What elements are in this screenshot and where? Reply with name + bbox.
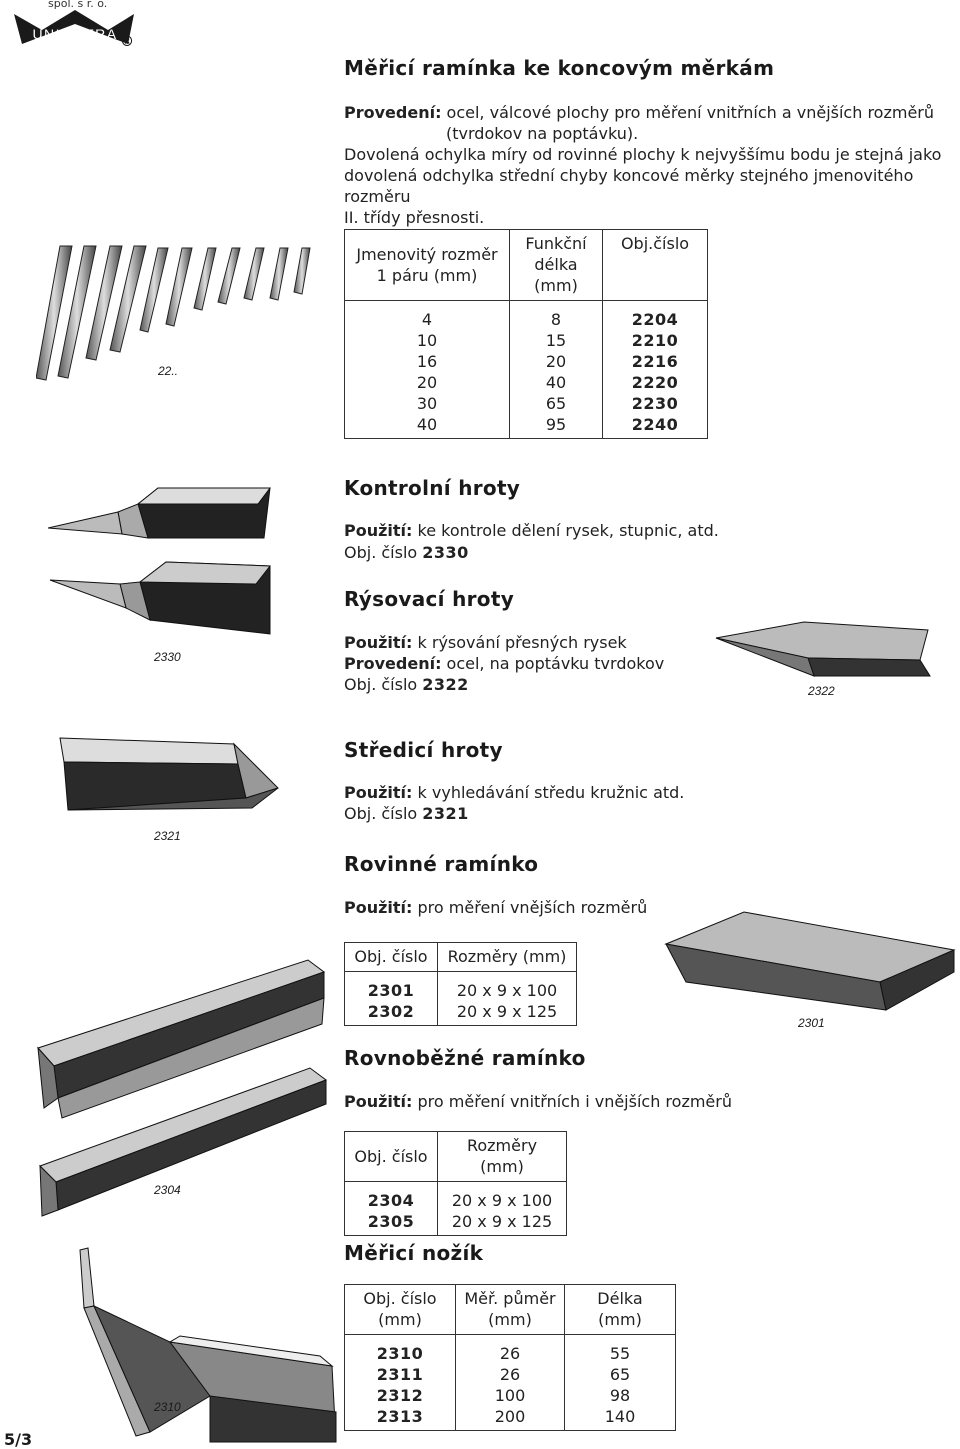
cell: 2204 bbox=[603, 301, 708, 331]
cell: 20 x 9 x 100 bbox=[438, 1182, 567, 1212]
cell: 2310 bbox=[345, 1335, 456, 1365]
th-order-no: Obj. číslo bbox=[363, 1289, 437, 1308]
cell: 20 x 9 x 125 bbox=[438, 1001, 577, 1026]
s3-usage bbox=[344, 632, 664, 695]
measuring-arms-image bbox=[36, 240, 321, 385]
th-order-no: Obj. číslo bbox=[345, 943, 438, 972]
registered-mark: ® bbox=[120, 34, 134, 50]
obj-label: Obj. číslo bbox=[344, 675, 418, 694]
cell: 2302 bbox=[345, 1001, 438, 1026]
th-dimensions: Rozměry (mm) bbox=[438, 943, 577, 972]
s5-usage bbox=[344, 897, 647, 918]
cell: 65 bbox=[510, 393, 603, 414]
s6-usage-text: pro měření vnitřních i vnějších rozměrů bbox=[412, 1092, 732, 1111]
logo-text: UNIMETRA bbox=[32, 26, 118, 42]
cell: 2304 bbox=[345, 1182, 438, 1212]
cell: 10 bbox=[345, 330, 510, 351]
image-caption-2322: 2322 bbox=[808, 684, 835, 698]
s3-usage-text: k rýsování přesných rysek bbox=[412, 633, 627, 652]
pouziti-label: Použití: bbox=[344, 783, 413, 802]
th-functional-unit: délka (mm) bbox=[534, 255, 578, 295]
provedeni-text: ocel, válcové plochy pro měření vnitřních a vnějších rozměrů bbox=[441, 103, 935, 122]
s4-usage-text: k vyhledávání středu kružnic atd. bbox=[412, 783, 685, 802]
measuring-knife-image bbox=[70, 1246, 340, 1446]
pouziti-label: Použití: bbox=[344, 898, 413, 917]
section-title-control-points: Kontrolní hroty bbox=[344, 476, 521, 500]
provedeni-label: Provedení: bbox=[344, 654, 442, 673]
th-length-unit: (mm) bbox=[598, 1310, 642, 1329]
cell: 20 x 9 x 125 bbox=[438, 1211, 567, 1236]
cell: 8 bbox=[510, 301, 603, 331]
th-nominal: Jmenovitý rozměr bbox=[356, 244, 498, 264]
cell: 2313 bbox=[345, 1406, 456, 1431]
unimetra-logo bbox=[14, 8, 136, 54]
s1-line3: Dovolená ochylka míry od rovinné plochy k nejvyššímu bodu je stejná jako bbox=[344, 145, 942, 164]
cell: 2301 bbox=[345, 972, 438, 1002]
centering-point-image bbox=[56, 736, 280, 826]
s1-line4: dovolená odchylka střední chyby koncové měrky stejného jmenovitého rozměru bbox=[344, 166, 914, 206]
image-caption-2330: 2330 bbox=[154, 650, 181, 664]
section-title-measuring-knife: Měřicí nožík bbox=[344, 1241, 484, 1265]
table-parallel-arm bbox=[344, 1131, 567, 1236]
cell: 2240 bbox=[603, 414, 708, 439]
obj-number: 2322 bbox=[422, 675, 469, 694]
cell: 98 bbox=[565, 1385, 676, 1406]
cell: 100 bbox=[456, 1385, 565, 1406]
cell: 20 bbox=[510, 351, 603, 372]
table-measuring-knife bbox=[344, 1284, 676, 1431]
section-title-centering-points: Středicí hroty bbox=[344, 738, 503, 762]
th-diameter-unit: (mm) bbox=[488, 1310, 532, 1329]
obj-label: Obj. číslo bbox=[344, 543, 418, 562]
cell: 4 bbox=[345, 301, 510, 331]
image-caption-2301: 2301 bbox=[798, 1016, 825, 1030]
cell: 2220 bbox=[603, 372, 708, 393]
cell: 26 bbox=[456, 1335, 565, 1365]
section-title-flat-arm: Rovinné ramínko bbox=[344, 852, 539, 876]
s1-line5: II. třídy přesnosti. bbox=[344, 208, 485, 227]
section-title-measuring-arms: Měřicí ramínka ke koncovým měrkám bbox=[344, 56, 775, 80]
th-nominal-unit: 1 páru (mm) bbox=[376, 265, 478, 285]
s2-usage bbox=[344, 520, 719, 541]
control-points-image bbox=[48, 484, 273, 644]
cell: 140 bbox=[565, 1406, 676, 1431]
th-order-no: Obj. číslo bbox=[345, 1132, 438, 1182]
cell: 200 bbox=[456, 1406, 565, 1431]
obj-label: Obj. číslo bbox=[344, 804, 418, 823]
cell: 40 bbox=[345, 414, 510, 439]
th-order-unit: (mm) bbox=[378, 1310, 422, 1329]
th-length: Délka bbox=[597, 1289, 643, 1308]
section-title-scribing-points: Rýsovací hroty bbox=[344, 587, 515, 611]
provedeni-label: Provedení: bbox=[344, 103, 442, 122]
cell: 20 x 9 x 100 bbox=[438, 972, 577, 1002]
s1-description bbox=[344, 102, 954, 228]
pouziti-label: Použití: bbox=[344, 1092, 413, 1111]
pouziti-label: Použití: bbox=[344, 633, 413, 652]
cell: 26 bbox=[456, 1364, 565, 1385]
s6-usage bbox=[344, 1091, 732, 1112]
s2-order bbox=[344, 542, 469, 563]
cell: 2305 bbox=[345, 1211, 438, 1236]
scribing-point-image bbox=[714, 620, 934, 682]
page-number: 5/3 bbox=[4, 1430, 33, 1449]
image-caption-2310: 2310 bbox=[154, 1400, 181, 1414]
th-order-no: Obj.číslo bbox=[603, 230, 708, 301]
cell: 16 bbox=[345, 351, 510, 372]
parallel-arms-image bbox=[18, 958, 328, 1220]
s3-material-text: ocel, na poptávku tvrdokov bbox=[441, 654, 665, 673]
table-flat-arm bbox=[344, 942, 577, 1026]
company-tag: spol. s r. o. bbox=[48, 0, 108, 10]
th-diameter: Měř. půměr bbox=[464, 1289, 556, 1308]
cell: 2311 bbox=[345, 1364, 456, 1385]
s5-usage-text: pro měření vnějších rozměrů bbox=[412, 898, 648, 917]
cell: 65 bbox=[565, 1364, 676, 1385]
cell: 30 bbox=[345, 393, 510, 414]
obj-number: 2330 bbox=[422, 543, 469, 562]
image-caption-22: 22.. bbox=[158, 364, 179, 378]
section-title-parallel-arm: Rovnoběžné ramínko bbox=[344, 1046, 586, 1070]
cell: 95 bbox=[510, 414, 603, 439]
table-measuring-arms bbox=[344, 229, 708, 439]
s2-usage-text: ke kontrole dělení rysek, stupnic, atd. bbox=[412, 521, 719, 540]
cell: 40 bbox=[510, 372, 603, 393]
cell: 2216 bbox=[603, 351, 708, 372]
image-caption-2304: 2304 bbox=[154, 1183, 181, 1197]
cell: 2210 bbox=[603, 330, 708, 351]
th-dimensions: Rozměry (mm) bbox=[438, 1132, 567, 1182]
obj-number: 2321 bbox=[422, 804, 469, 823]
cell: 20 bbox=[345, 372, 510, 393]
image-caption-2321: 2321 bbox=[154, 829, 181, 843]
cell: 55 bbox=[565, 1335, 676, 1365]
cell: 2230 bbox=[603, 393, 708, 414]
cell: 15 bbox=[510, 330, 603, 351]
s4-usage bbox=[344, 782, 684, 824]
th-functional: Funkční bbox=[525, 234, 587, 253]
flat-arm-image bbox=[664, 910, 958, 1014]
s1-line2: (tvrdokov na poptávku). bbox=[446, 124, 639, 143]
pouziti-label: Použití: bbox=[344, 521, 413, 540]
cell: 2312 bbox=[345, 1385, 456, 1406]
